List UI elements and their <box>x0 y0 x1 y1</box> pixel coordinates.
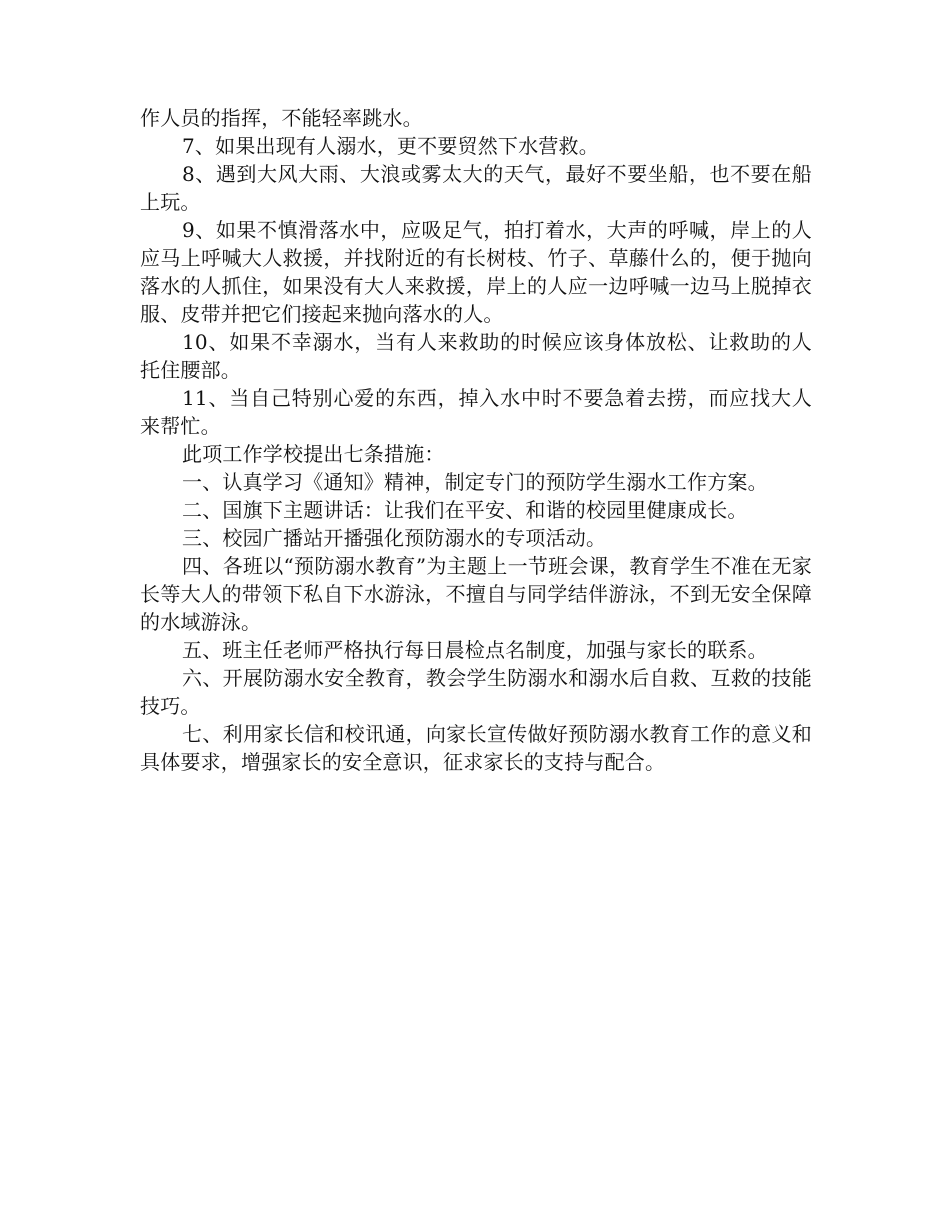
paragraph-2: 7、如果出现有人溺水，更不要贸然下水营救。 <box>182 134 599 158</box>
document-body <box>140 104 812 776</box>
paragraph-14: 七、利用家长信和校讯通，向家长宣传做好预防溺水教育工作的意义和具体要求，增强家长的安全意识，征求家长的支持与配合。 <box>140 722 812 774</box>
paragraph-3: 8、遇到大风大雨、大浪或雾太大的天气，最好不要坐船，也不要在船上玩。 <box>140 162 812 214</box>
paragraph-11: 四、各班以“预防溺水教育”为主题上一节班会课，教育学生不准在无家长等大人的带领下私自下水游泳，不擅自与同学结伴游泳，不到无安全保障的水域游泳。 <box>140 554 812 634</box>
paragraph-12: 五、班主任老师严格执行每日晨检点名制度，加强与家长的联系。 <box>182 638 768 662</box>
paragraph-13: 六、开展防溺水安全教育，教会学生防溺水和溺水后自救、互救的技能技巧。 <box>140 666 812 718</box>
paragraph-4: 9、如果不慎滑落水中，应吸足气，拍打着水，大声的呼喊，岸上的人应马上呼喊大人救援，并找附近的有长树枝、竹子、草藤什么的，便于抛向落水的人抓住，如果没有大人来救援，岸上的人应一边呼喊一边马上脱掉衣服、皮带并把它们接起来抛向落水的人。 <box>140 218 812 326</box>
paragraph-10: 三、校园广播站开播强化预防溺水的专项活动。 <box>182 526 607 550</box>
paragraph-7: 此项工作学校提出七条措施： <box>182 442 445 466</box>
paragraph-6: 11、当自己特别心爱的东西，掉入水中时不要急着去捞，而应找大人来帮忙。 <box>140 386 812 438</box>
paragraph-5: 10、如果不幸溺水，当有人来救助的时候应该身体放松、让救助的人托住腰部。 <box>140 330 812 382</box>
paragraph-8: 一、认真学习《通知》精神，制定专门的预防学生溺水工作方案。 <box>182 470 768 494</box>
paragraph-1: 作人员的指挥，不能轻率跳水。 <box>140 106 423 130</box>
paragraph-9: 二、国旗下主题讲话：让我们在平安、和谐的校园里健康成长。 <box>182 498 748 522</box>
